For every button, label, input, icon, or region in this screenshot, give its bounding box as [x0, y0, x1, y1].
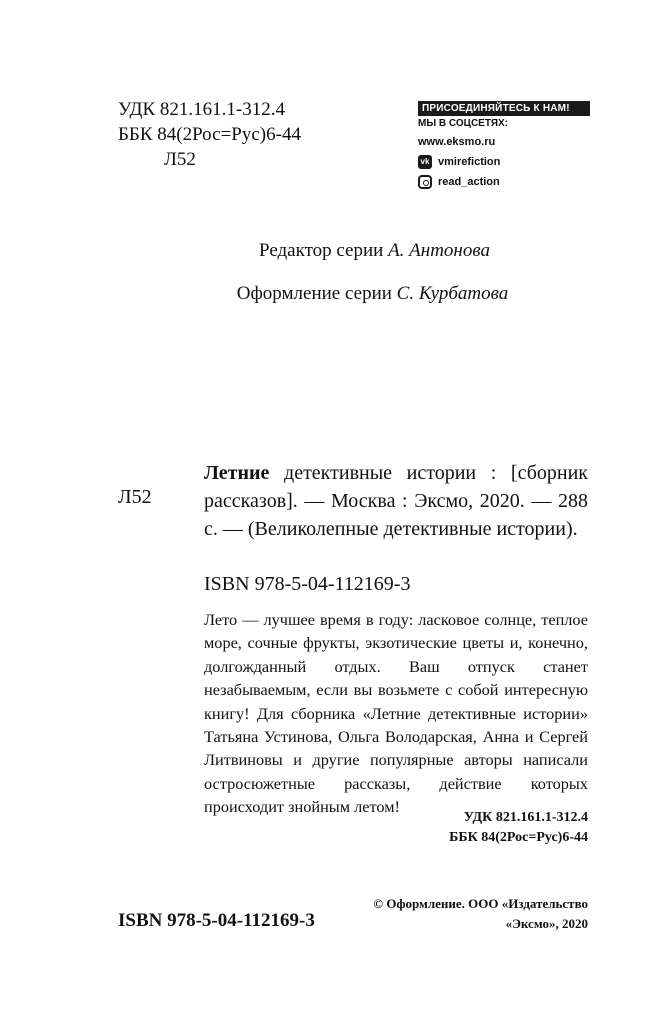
editor-label: Редактор серии: [259, 240, 384, 261]
copyright: [356, 894, 588, 934]
design-label: Оформление серии: [236, 283, 392, 304]
isbn-footer: ISBN 978-5-04-112169-3: [118, 910, 315, 931]
author-mark: Л52: [164, 149, 196, 170]
bibliographic-record: [204, 459, 588, 543]
instagram-link[interactable]: [418, 172, 590, 192]
editor-name: А. Антонова: [388, 240, 490, 261]
vk-handle: vmirefiction: [438, 156, 501, 168]
annotation: [204, 608, 588, 819]
site-link[interactable]: www.eksmo.ru: [418, 136, 496, 148]
copyright-line-2: «Эксмо», 2020: [505, 916, 588, 931]
record-title-bold: Летние: [204, 462, 270, 484]
catalog-mark: Л52: [118, 486, 152, 508]
series-editor: [44, 240, 661, 262]
join-banner: ПРИСОЕДИНЯЙТЕСЬ К НАМ!: [418, 101, 590, 116]
udk-code: УДК 821.161.1-312.4: [118, 99, 285, 120]
udk-code-bottom: УДК 821.161.1-312.4: [463, 810, 588, 825]
copyright-line-1: © Оформление. ООО «Издательство: [373, 896, 588, 911]
record-text: детективные истории : [сборник рассказов]. — Москва : Эксмо, 2020. — 288 с. — (Великолепные детективные истории).: [204, 462, 588, 540]
series-design: [42, 283, 661, 305]
classification-codes-bottom: [398, 808, 588, 848]
vk-link[interactable]: [418, 152, 590, 172]
classification-codes: [118, 97, 301, 172]
bbk-code-bottom: ББК 84(2Рос=Рус)6-44: [449, 830, 588, 845]
social-subtitle: МЫ В СОЦСЕТЯХ:: [418, 118, 509, 129]
instagram-handle: read_action: [438, 176, 500, 188]
annotation-text: Лето — лучшее время в году: ласковое солнце, теплое море, сочные фрукты, экзотические цветы и, конечно, долгожданный отдых. Ваш отпуск станет незабываемым, если вы возьмете с собой интересную книгу! Для сборника «Летние детективные истории» Татьяна Устинова, Ольга Володарская, Анна и Сергей Литвиновы и другие популярные авторы написали остросюжетные рассказы, действие которых происходит знойным летом!: [204, 610, 588, 817]
bbk-code: ББК 84(2Рос=Рус)6-44: [118, 124, 301, 145]
vk-icon: vk: [418, 155, 432, 169]
design-name: С. Курбатова: [396, 283, 509, 304]
instagram-icon: [418, 175, 432, 189]
social-block: [418, 101, 590, 192]
isbn-record: ISBN 978-5-04-112169-3: [204, 573, 411, 595]
